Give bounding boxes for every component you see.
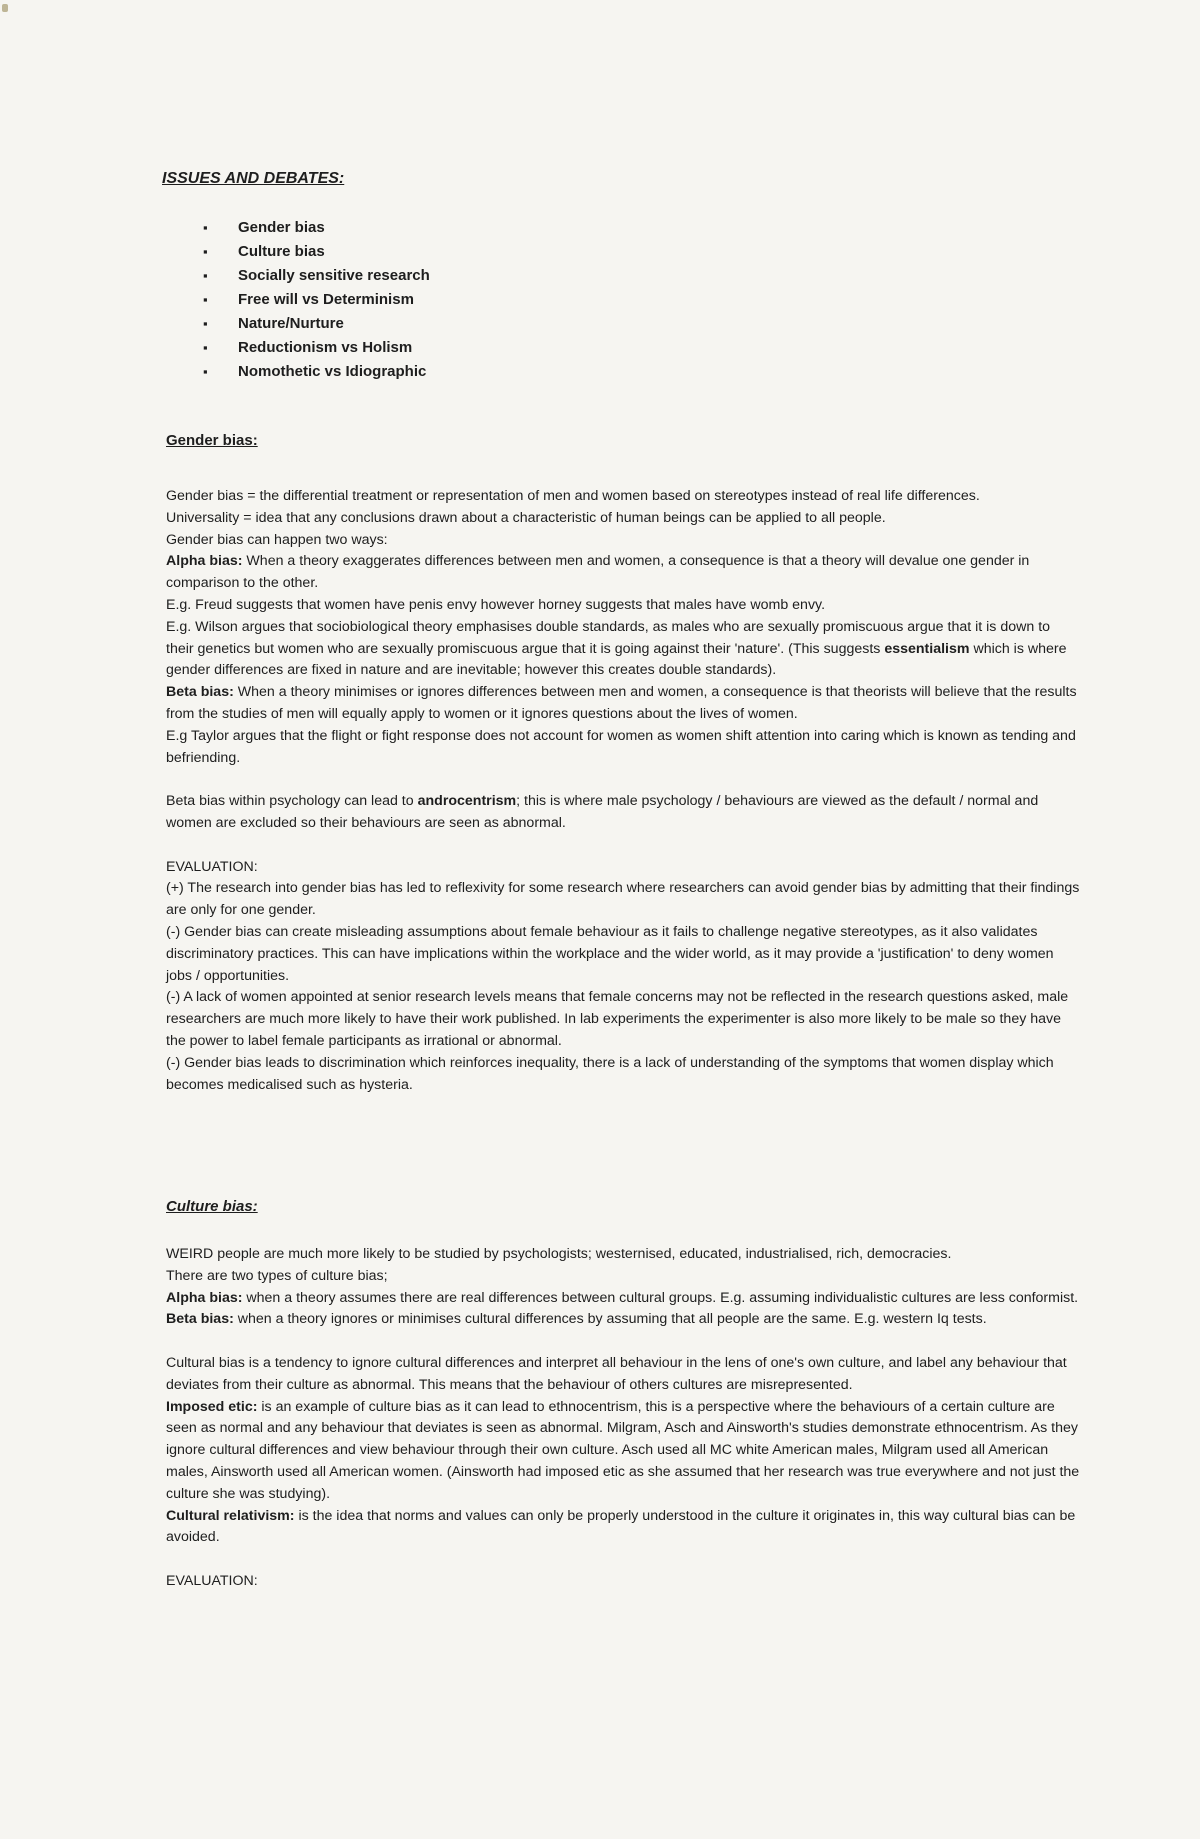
scan-speck	[2, 4, 8, 12]
wilson-text: E.g. Wilson argues that sociobiological theory emphasises double standards, as males who are sexually promiscuous argue that it is down to their genetics but women who are sexually promiscuous argue that it is going against their 'nature'. (This suggests	[166, 618, 1051, 657]
gender-bias-section	[166, 486, 1081, 1096]
imposed-etic-label: Imposed etic:	[166, 1398, 258, 1415]
androcentrism-text-end: ; this is where male psychology / behaviours are viewed as the default / normal and women are excluded so their behaviours are seen as abnormal.	[166, 793, 1039, 831]
alpha-bias-paragraph	[166, 1288, 1081, 1310]
beta-bias-text: When a theory minimises or ignores differences between men and women, a consequence is that theorists will believe that the results from the studies of men will equally apply to women or it ignores questions about the lives of women.	[166, 684, 1077, 722]
topic-item: ▪ Nature/Nurture	[162, 312, 430, 336]
cultural-relativism-label: Cultural relativism:	[166, 1507, 295, 1524]
freud-example: E.g. Freud suggests that women have penis envy however horney suggests that males have womb envy.	[166, 596, 826, 613]
androcentrism-paragraph	[166, 791, 1081, 835]
types-paragraph: There are two types of culture bias;	[166, 1267, 388, 1284]
ways-paragraph: Gender bias can happen two ways:	[166, 531, 388, 548]
gender-evaluation-heading: EVALUATION:	[166, 858, 258, 875]
taylor-example: E.g Taylor argues that the flight or fight response does not account for women as women shift attention into caring which is known as tending and befriending.	[166, 727, 1076, 766]
universality-paragraph: Universality = idea that any conclusions drawn about a characteristic of human beings can be applied to all people.	[166, 509, 886, 526]
evaluation-point: (-) A lack of women appointed at senior research levels means that female concerns may not be reflected in the research questions asked, male researchers are much more likely to have their work published. In lab experiments the experimenter is also more likely to be male so they have the power to label female participants as irrational or abnormal.	[166, 989, 1069, 1049]
page-title: ISSUES AND DEBATES:	[162, 170, 345, 187]
gender-bias-heading: Gender bias:	[166, 432, 258, 449]
topic-item: ▪ Culture bias	[162, 240, 430, 264]
androcentrism-term: androcentrism	[417, 793, 517, 810]
definition-text: = the differential treatment or representation of men and women based on stereotypes instead of real life differences.	[243, 488, 980, 504]
beta-bias-paragraph	[166, 682, 1081, 726]
evaluation-point: (-) Gender bias can create misleading assumptions about female behaviour as it fails to challenge negative stereotypes, as it also validates discriminatory practices. This can have implications within the workplace and the wider world, as it may provide a 'justification' to deny women jobs / opportunities.	[166, 923, 1054, 984]
weird-paragraph: WEIRD people are much more likely to be studied by psychologists; westernised, educated, industrialised, rich, democracies.	[166, 1246, 952, 1262]
topic-item: ▪ Free will vs Determinism	[162, 288, 430, 312]
alpha-bias-paragraph	[166, 551, 1081, 595]
imposed-etic-paragraph	[166, 1397, 1081, 1506]
culture-bias-section	[166, 1244, 1081, 1593]
gender-bias-definition	[166, 486, 1081, 508]
beta-bias-label: Beta bias:	[166, 1311, 234, 1328]
cultural-relativism-text: is the idea that norms and values can only be properly understood in the culture it originates in, this way cultural bias can be avoided.	[166, 1507, 1076, 1546]
beta-bias-paragraph	[166, 1309, 1081, 1331]
term: Gender bias	[166, 488, 244, 504]
imposed-etic-text: is an example of culture bias as it can lead to ethnocentrism, this is a perspective where the behaviours of a certain culture are seen as normal and any behaviour that deviates is seen as abnormal. Milgram, Asch and Ainsworth's studies demonstrate ethnocentrism. As they ignore cultural differences and view behaviour through their own culture. Asch used all MC white American males, Milgram used all American males, Ainsworth used all American women. (Ainsworth had imposed etic as she assumed that her research was true everywhere and not just the culture she was studying).	[166, 1398, 1080, 1502]
androcentrism-text: Beta bias within psychology can lead to	[166, 793, 418, 810]
beta-bias-text: when a theory ignores or minimises cultural differences by assuming that all people are the same. E.g. western Iq tests.	[233, 1311, 987, 1328]
essentialism-term: essentialism	[884, 640, 970, 657]
evaluation-point: (+) The research into gender bias has led to reflexivity for some research where researchers can avoid gender bias by admitting that their findings are only for one gender.	[166, 880, 1080, 919]
alpha-bias-text: When a theory exaggerates differences between men and women, a consequence is that a theory will devalue one gender in comparison to the other.	[166, 553, 1030, 592]
culture-evaluation-heading: EVALUATION:	[166, 1572, 258, 1589]
cultural-bias-paragraph: Cultural bias is a tendency to ignore cultural differences and interpret all behaviour in the lens of one's own culture, and label any behaviour that deviates from their culture as abnormal. This means that the behaviour of others cultures are misrepresented.	[166, 1354, 1067, 1393]
wilson-example	[166, 617, 1081, 682]
cultural-relativism-paragraph	[166, 1506, 1081, 1550]
topic-list	[162, 216, 430, 384]
topic-item: ▪ Nomothetic vs Idiographic	[162, 360, 430, 384]
alpha-bias-label: Alpha bias:	[166, 553, 243, 570]
alpha-bias-text: when a theory assumes there are real differences between cultural groups. E.g. assuming individualistic cultures are less conformist.	[242, 1289, 1079, 1306]
beta-bias-label: Beta bias:	[166, 684, 234, 701]
topic-item: ▪ Reductionism vs Holism	[162, 336, 430, 360]
evaluation-point: (-) Gender bias leads to discrimination which reinforces inequality, there is a lack of understanding of the symptoms that women display which becomes medicalised such as hysteria.	[166, 1054, 1054, 1093]
topic-item: ▪ Gender bias	[162, 216, 430, 240]
culture-bias-heading: Culture bias:	[166, 1198, 258, 1215]
topic-item: ▪ Socially sensitive research	[162, 264, 430, 288]
alpha-bias-label: Alpha bias:	[166, 1289, 243, 1306]
wilson-text-end: which is where gender differences are fixed in nature and are inevitable; however this creates double standards).	[166, 640, 1067, 679]
